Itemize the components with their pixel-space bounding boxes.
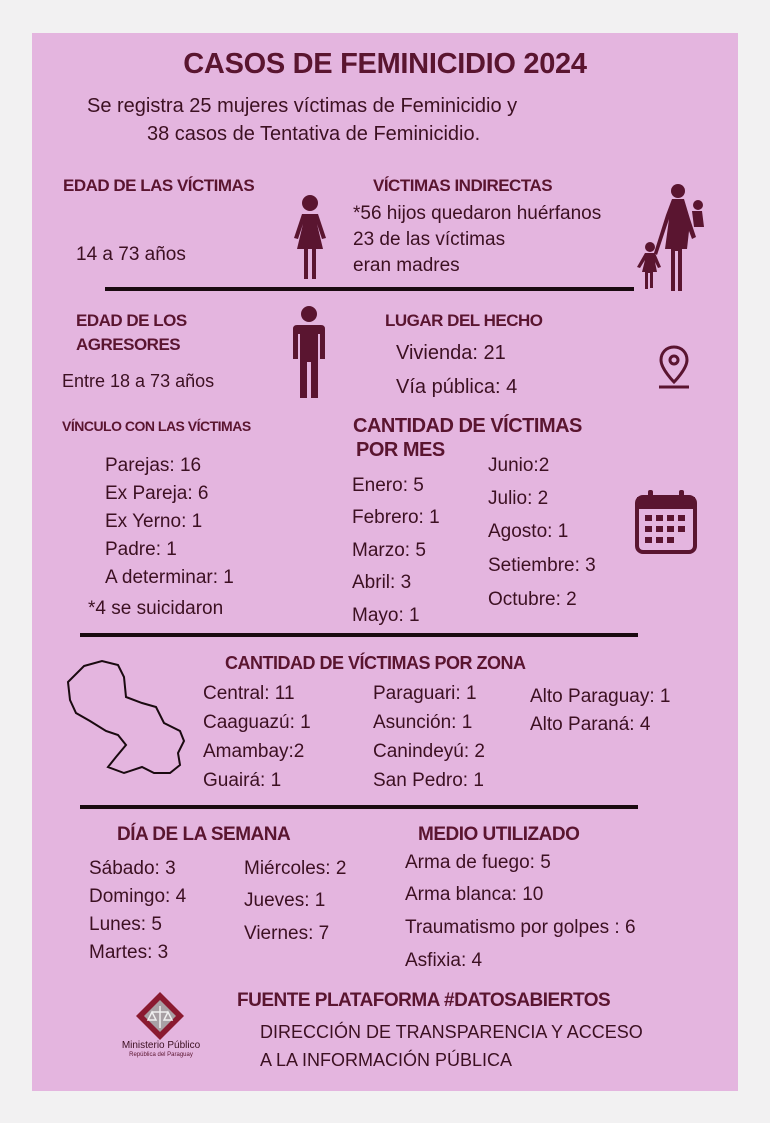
aggressor-age-heading: AGRESORES [76, 335, 181, 354]
man-icon [291, 306, 327, 398]
calendar-icon [633, 488, 699, 556]
paraguay-map-icon [64, 658, 188, 778]
aggressor-age-value: Entre 18 a 73 años [62, 371, 215, 391]
aggressor-age-heading: EDAD DE LOS [76, 311, 187, 330]
ministerio-publico-logo [122, 990, 198, 1040]
source-heading: FUENTE PLATAFORMA #DATOSABIERTOS [237, 990, 611, 1011]
zone-item: Asunción: 1 [373, 712, 473, 733]
method-item: Asfixia: 4 [405, 950, 483, 971]
month-item: Marzo: 5 [352, 540, 426, 561]
month-item: Mayo: 1 [352, 605, 420, 626]
place-item: Vivienda: 21 [396, 342, 506, 364]
method-heading: MEDIO UTILIZADO [418, 824, 580, 845]
method-item: Traumatismo por golpes : 6 [405, 917, 636, 938]
indirect-line: 23 de las víctimas [353, 229, 506, 250]
victim-age-heading: EDAD DE LAS VÍCTIMAS [63, 176, 255, 195]
relationship-heading: VÍNCULO CON LAS VÍCTIMAS [62, 418, 251, 434]
woman-icon [288, 195, 332, 279]
zone-item: Amambay:2 [203, 741, 305, 762]
indirect-victims-heading: VÍCTIMAS INDIRECTAS [373, 176, 553, 195]
by-month-heading: POR MES [356, 439, 445, 461]
zone-item: Central: 11 [203, 683, 295, 704]
zone-item: Alto Paraguay: 1 [530, 686, 671, 707]
section-divider [105, 287, 634, 291]
relationship-item: Parejas: 16 [105, 455, 202, 476]
relationship-item: Ex Pareja: 6 [105, 483, 209, 504]
relationship-note: *4 se suicidaron [88, 598, 224, 619]
logo-name: Ministerio Público [121, 1040, 201, 1051]
indirect-line: *56 hijos quedaron huérfanos [353, 203, 602, 224]
zone-item: San Pedro: 1 [373, 770, 484, 791]
month-item: Agosto: 1 [488, 521, 569, 542]
method-item: Arma blanca: 10 [405, 884, 544, 905]
relationship-item: A determinar: 1 [105, 567, 234, 588]
place-item: Vía pública: 4 [396, 376, 518, 398]
relationship-item: Padre: 1 [105, 539, 177, 560]
weekday-item: Jueves: 1 [244, 890, 326, 911]
by-zone-heading: CANTIDAD DE VÍCTIMAS POR ZONA [225, 653, 526, 673]
relationship-item: Ex Yerno: 1 [105, 511, 203, 532]
source-line: A LA INFORMACIÓN PÚBLICA [260, 1050, 513, 1070]
section-divider [80, 633, 638, 637]
zone-item: Guairá: 1 [203, 770, 282, 791]
weekday-item: Miércoles: 2 [244, 858, 347, 879]
place-heading: LUGAR DEL HECHO [385, 311, 543, 330]
zone-item: Alto Paraná: 4 [530, 714, 651, 735]
location-pin-icon [656, 344, 692, 390]
weekday-item: Viernes: 7 [244, 923, 330, 944]
month-item: Octubre: 2 [488, 589, 577, 610]
subtitle-line: 38 casos de Tentativa de Feminicidio. [147, 123, 481, 145]
month-item: Enero: 5 [352, 475, 424, 496]
mother-child-icon [636, 183, 712, 291]
section-divider [80, 805, 638, 809]
month-item: Abril: 3 [352, 572, 412, 593]
weekday-item: Domingo: 4 [89, 886, 187, 907]
weekday-heading: DÍA DE LA SEMANA [117, 824, 291, 845]
month-item: Febrero: 1 [352, 507, 440, 528]
by-month-heading: CANTIDAD DE VÍCTIMAS [353, 415, 582, 437]
zone-item: Canindeyú: 2 [373, 741, 485, 762]
zone-item: Paraguari: 1 [373, 683, 477, 704]
weekday-item: Sábado: 3 [89, 858, 176, 879]
month-item: Julio: 2 [488, 488, 549, 509]
victim-age-value: 14 a 73 años [76, 244, 186, 265]
zone-item: Caaguazú: 1 [203, 712, 311, 733]
weekday-item: Lunes: 5 [89, 914, 162, 935]
weekday-item: Martes: 3 [89, 942, 169, 963]
month-item: Setiembre: 3 [488, 555, 596, 576]
logo-subtitle: República del Paraguay [129, 1052, 193, 1058]
page-title: CASOS DE FEMINICIDIO 2024 [183, 48, 587, 80]
subtitle-line: Se registra 25 mujeres víctimas de Feminicidio y [87, 95, 518, 117]
method-item: Arma de fuego: 5 [405, 852, 551, 873]
month-item: Junio:2 [488, 455, 550, 476]
source-line: DIRECCIÓN DE TRANSPARENCIA Y ACCESO [260, 1022, 643, 1042]
indirect-line: eran madres [353, 255, 460, 276]
